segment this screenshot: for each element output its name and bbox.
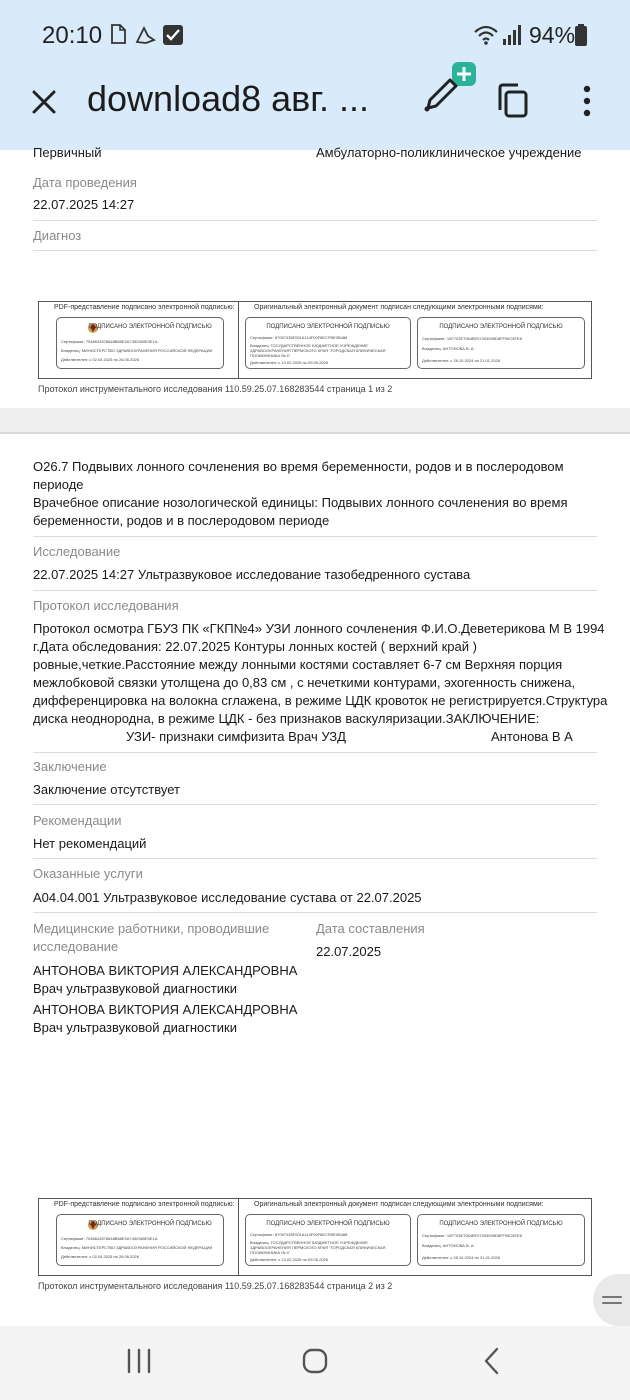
checkbox-icon (162, 24, 184, 46)
recommendations-value: Нет рекомендаций (33, 836, 147, 851)
sig-owner: Владелец: МИНИСТЕРСТВО ЗДРАВООХРАНЕНИЯ РОССИЙСКОЙ ФЕДЕРАЦИИ (61, 1245, 213, 1250)
file-icon (110, 24, 126, 44)
status-time: 20:10 (42, 22, 103, 49)
study-label: Исследование (33, 544, 121, 559)
sig-valid: Действителен: с 28.10.2024 по 21.01.2026 (422, 358, 500, 363)
page-footer: Протокол инструментального исследования 110.59.25.07.168283544 страница 1 из 2 (38, 384, 393, 394)
close-icon[interactable] (28, 86, 60, 118)
date-value: 22.07.2025 14:27 (33, 197, 135, 212)
sig-card-title: ПОДПИСАНО ЭЛЕКТРОННОЙ ПОДПИСЬЮ (439, 324, 563, 330)
home-icon[interactable] (301, 1346, 329, 1376)
divider (33, 912, 597, 913)
signature-card (56, 1214, 224, 1266)
drag-handle-icon (593, 1274, 630, 1326)
sig-valid: Действителен: с 02.04.2025 по 26.06.2026 (61, 1254, 139, 1259)
sig-right-header: Оригинальный электронный документ подписан следующими электронными подписями: (254, 1201, 544, 1208)
protocol-line: дифференцировка на волокна сглажена, в режиме ЦДК кровоток не регистрируется.Структура (33, 693, 608, 708)
study-value: 22.07.2025 14:27 Ультразвуковое исследование тазобедренного сустава (33, 567, 471, 582)
signature-card (56, 317, 224, 369)
protocol-signature: Антонова В А (491, 729, 573, 744)
divider (33, 250, 597, 251)
signal-icon (502, 24, 522, 46)
patient-type-value: Первичный (33, 145, 102, 160)
sig-card-title: ПОДПИСАНО ЭЛЕКТРОННОЙ ПОДПИСЬЮ (266, 324, 390, 330)
battery-level: 94% (529, 22, 576, 48)
doctor-description: Врачебное описание нозологической единицы: Подвывих лонного сочленения во время беременности, родов и в послеродовом периоде (33, 495, 568, 528)
signature-card (417, 1214, 585, 1266)
pdf-page-1 (0, 145, 630, 408)
sig-owner: Владелец: ГОСУДАРСТВЕННОЕ БЮДЖЕТНОЕ УЧРЕЖДЕНИЕ ЗДРАВООХРАНЕНИЯ ПЕРМСКОГО КРАЯ "ГОРОДСКАЯ КЛИНИЧЕСКАЯ ПОЛИКЛИНИКА № 4" (250, 343, 386, 358)
pdf-page-2 (0, 436, 630, 1326)
compiled-date-value: 22.07.2025 (316, 944, 382, 959)
divider (33, 590, 597, 591)
sig-cert: Сертификат: 87097435F001A114F00F8ECFBE0B488 (250, 335, 348, 340)
signature-card (417, 317, 585, 369)
sig-left-header: PDF-представление подписано электронной подписью: (54, 304, 235, 311)
divider (33, 536, 597, 537)
fast-scroll-handle[interactable] (593, 1274, 630, 1326)
protocol-label: Протокол исследования (33, 598, 179, 613)
sig-cert: Сертификат: 10F703E7064BF07003995D8FF95C6FE8 (422, 1233, 522, 1238)
sig-divider (238, 1199, 239, 1275)
signature-card (245, 1214, 411, 1266)
compiled-date-label: Дата составления (316, 921, 425, 936)
date-label: Дата проведения (33, 175, 137, 190)
sig-right-header: Оригинальный электронный документ подписан следующими электронными подписями: (254, 304, 544, 311)
sig-left-header: PDF-представление подписано электронной подписью: (54, 1201, 235, 1208)
sig-cert: Сертификат: 10F703E7064BF07003995D8FF95C6FE8 (422, 336, 522, 341)
wifi-icon (473, 24, 499, 46)
sig-cert: Сертификат: 7548624578648B68E2A7452960E0E1A (61, 339, 158, 344)
sig-valid: Действителен: с 28.10.2024 по 21.01.2026 (422, 1255, 500, 1260)
divider (33, 752, 597, 753)
institution-type-value: Амбулаторно-поликлиническое учреждение (316, 145, 582, 160)
sig-owner: Владелец: АНТОНОВА В. А. (422, 1243, 475, 1248)
edit-add-icon[interactable] (420, 62, 482, 118)
sig-card-title: ПОДПИСАНО ЭЛЕКТРОННОЙ ПОДПИСЬЮ (439, 1221, 563, 1227)
sig-owner: Владелец: АНТОНОВА В. А. (422, 346, 475, 351)
sig-divider (238, 302, 239, 378)
diagnosis-code: O26.7 Подвывих лонного сочленения во время беременности, родов и в послеродовом периоде (33, 459, 564, 492)
protocol-line: Протокол осмотра ГБУЗ ПК «ГКП№4» УЗИ лонного сочленения Ф.И.О.Деветерикова М В 1994 (33, 621, 605, 636)
conclusion-value: Заключение отсутствует (33, 782, 180, 797)
sig-valid: Действителен: с 13.02.2025 по 09.05.2026 (250, 360, 328, 365)
protocol-line: г.Дата обследования: 22.07.2025 Контуры лонных костей ( верхний край ) (33, 639, 477, 654)
system-nav-bar (0, 1326, 630, 1400)
app-bar (0, 68, 630, 150)
top-bar (0, 0, 630, 150)
divider (33, 804, 597, 805)
sig-valid: Действителен: с 02.04.2025 по 26.06.2026 (61, 357, 139, 362)
services-value: A04.04.001 Ультразвуковое исследование сустава от 22.07.2025 (33, 890, 422, 905)
sig-owner: Владелец: ГОСУДАРСТВЕННОЕ БЮДЖЕТНОЕ УЧРЕЖДЕНИЕ ЗДРАВООХРАНЕНИЯ ПЕРМСКОГО КРАЯ "ГОРОДСКАЯ КЛИНИЧЕСКАЯ ПОЛИКЛИНИКА № 4" (250, 1240, 386, 1255)
battery-icon (575, 24, 587, 46)
protocol-line: ровные,четкие.Расстояние между лонными костями составляет 6-7 см Верхняя порция (33, 657, 563, 672)
sig-cert: Сертификат: 87097435F001A114F00F8ECFBE0B488 (250, 1232, 348, 1237)
back-icon[interactable] (482, 1346, 502, 1376)
protocol-conclusion: УЗИ- признаки симфизита Врач УЗД (126, 729, 346, 744)
document-title: download8 авг. ... (87, 78, 370, 119)
sig-card-title: ПОДПИСАНО ЭЛЕКТРОННОЙ ПОДПИСЬЮ (88, 324, 212, 330)
staff-role: Врач ультразвуковой диагностики (33, 1020, 237, 1035)
divider (33, 220, 597, 221)
status-bar (0, 0, 630, 68)
staff-name: АНТОНОВА ВИКТОРИЯ АЛЕКСАНДРОВНА (33, 963, 298, 978)
signature-stamp-block (38, 301, 592, 379)
app-notification-icon (134, 24, 156, 46)
recommendations-label: Рекомендации (33, 813, 122, 828)
sig-owner: Владелец: МИНИСТЕРСТВО ЗДРАВООХРАНЕНИЯ РОССИЙСКОЙ ФЕДЕРАЦИИ (61, 348, 213, 353)
sig-card-title: ПОДПИСАНО ЭЛЕКТРОННОЙ ПОДПИСЬЮ (88, 1221, 212, 1227)
protocol-line: диска неоднородна, в режиме ЦДК - без признаков васкуляризации.ЗАКЛЮЧЕНИЕ: (33, 711, 540, 726)
signature-card (245, 317, 411, 369)
sig-valid: Действителен: с 13.02.2025 по 09.05.2026 (250, 1257, 328, 1262)
divider (33, 858, 597, 859)
page-gap (0, 408, 630, 434)
signature-stamp-block (38, 1198, 592, 1276)
recent-apps-icon[interactable] (126, 1346, 152, 1376)
conclusion-label: Заключение (33, 759, 107, 774)
staff-role: Врач ультразвуковой диагностики (33, 981, 237, 996)
services-label: Оказанные услуги (33, 866, 143, 881)
staff-label: исследование (33, 939, 119, 954)
page-footer: Протокол инструментального исследования 110.59.25.07.168283544 страница 2 из 2 (38, 1281, 393, 1291)
more-vertical-icon[interactable] (580, 84, 594, 118)
staff-name: АНТОНОВА ВИКТОРИЯ АЛЕКСАНДРОВНА (33, 1002, 298, 1017)
sig-card-title: ПОДПИСАНО ЭЛЕКТРОННОЙ ПОДПИСЬЮ (266, 1221, 390, 1227)
sig-cert: Сертификат: 7548624578648B68E2A7452960E0E1A (61, 1236, 158, 1241)
copy-icon[interactable] (496, 82, 530, 120)
diagnosis-label: Диагноз (33, 228, 82, 243)
staff-label: Медицинские работники, проводившие (33, 921, 270, 936)
protocol-line: межлобковой связки утолщена до 0,83 см , с нечеткими контурами, эхогенность снижена, (33, 675, 576, 690)
